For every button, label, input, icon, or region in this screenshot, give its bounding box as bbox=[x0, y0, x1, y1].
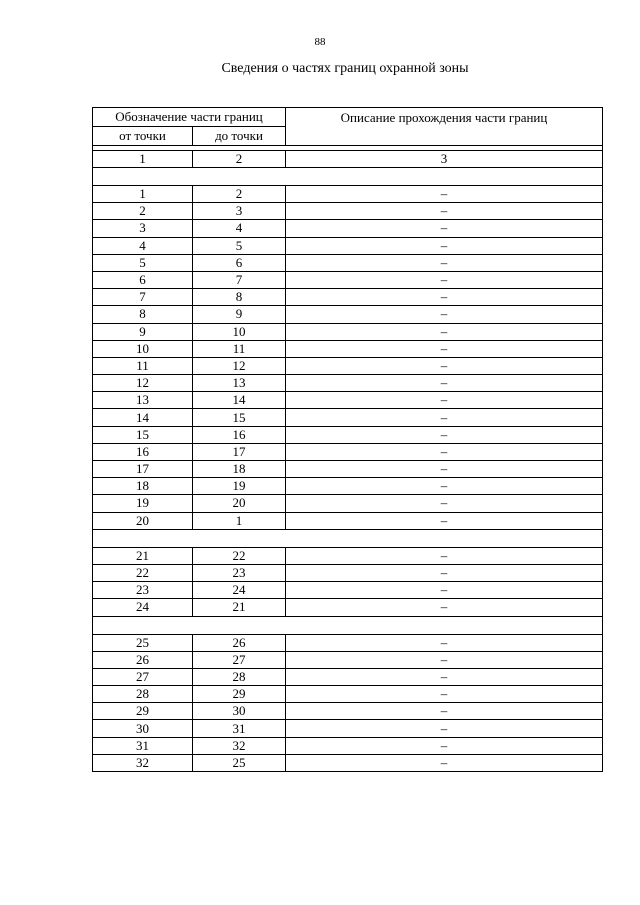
cell-description: – bbox=[286, 737, 603, 754]
cell-description: – bbox=[286, 392, 603, 409]
cell-description: – bbox=[286, 495, 603, 512]
table-row bbox=[93, 720, 603, 737]
cell-to: 15 bbox=[193, 409, 286, 426]
cell-from: 11 bbox=[93, 357, 193, 374]
cell-from: 9 bbox=[93, 323, 193, 340]
cell-description: – bbox=[286, 686, 603, 703]
header-from: от точки bbox=[93, 127, 193, 146]
cell-from: 15 bbox=[93, 426, 193, 443]
cell-from: 28 bbox=[93, 686, 193, 703]
cell-to: 9 bbox=[193, 306, 286, 323]
cell-to: 30 bbox=[193, 703, 286, 720]
table-row bbox=[93, 564, 603, 581]
cell-to: 24 bbox=[193, 582, 286, 599]
page-title: Сведения о частях границ охранной зоны bbox=[221, 61, 469, 76]
cell-description: – bbox=[286, 547, 603, 564]
cell-description: – bbox=[286, 512, 603, 529]
header-description: Описание прохождения части границ bbox=[286, 108, 603, 146]
table-row bbox=[93, 599, 603, 616]
column-number-row bbox=[93, 151, 603, 168]
cell-description: – bbox=[286, 668, 603, 685]
table-row bbox=[93, 271, 603, 288]
table-row bbox=[93, 254, 603, 271]
cell-to: 7 bbox=[193, 271, 286, 288]
cell-from: 14 bbox=[93, 409, 193, 426]
cell-description: – bbox=[286, 289, 603, 306]
table-row bbox=[93, 547, 603, 564]
cell-from: 17 bbox=[93, 461, 193, 478]
table-row bbox=[93, 512, 603, 529]
cell-description: – bbox=[286, 220, 603, 237]
cell-to: 32 bbox=[193, 737, 286, 754]
cell-to: 6 bbox=[193, 254, 286, 271]
cell-from: 19 bbox=[93, 495, 193, 512]
cell-from: 32 bbox=[93, 754, 193, 771]
cell-to: 20 bbox=[193, 495, 286, 512]
cell-to: 28 bbox=[193, 668, 286, 685]
header-group: Обозначение части границ bbox=[93, 108, 286, 127]
cell-to: 25 bbox=[193, 754, 286, 771]
column-number-2: 2 bbox=[193, 151, 286, 168]
cell-to: 17 bbox=[193, 443, 286, 460]
header-to: до точки bbox=[193, 127, 286, 146]
table-row bbox=[93, 340, 603, 357]
cell-description: – bbox=[286, 720, 603, 737]
cell-to: 5 bbox=[193, 237, 286, 254]
cell-description: – bbox=[286, 703, 603, 720]
table-row bbox=[93, 668, 603, 685]
cell-from: 10 bbox=[93, 340, 193, 357]
table-row bbox=[93, 634, 603, 651]
table-row bbox=[93, 443, 603, 460]
cell-from: 1 bbox=[93, 186, 193, 203]
cell-to: 29 bbox=[193, 686, 286, 703]
table-row bbox=[93, 237, 603, 254]
cell-to: 26 bbox=[193, 634, 286, 651]
cell-to: 14 bbox=[193, 392, 286, 409]
cell-from: 23 bbox=[93, 582, 193, 599]
cell-to: 2 bbox=[193, 186, 286, 203]
cell-from: 12 bbox=[93, 375, 193, 392]
cell-from: 21 bbox=[93, 547, 193, 564]
cell-description: – bbox=[286, 582, 603, 599]
cell-from: 20 bbox=[93, 512, 193, 529]
cell-from: 7 bbox=[93, 289, 193, 306]
header-row bbox=[93, 108, 603, 127]
table-row bbox=[93, 754, 603, 771]
cell-to: 18 bbox=[193, 461, 286, 478]
cell-to: 3 bbox=[193, 203, 286, 220]
table-row bbox=[93, 582, 603, 599]
table-row bbox=[93, 478, 603, 495]
table-row bbox=[93, 289, 603, 306]
table-row bbox=[93, 375, 603, 392]
cell-to: 19 bbox=[193, 478, 286, 495]
table-row bbox=[93, 426, 603, 443]
table-row bbox=[93, 203, 603, 220]
cell-description: – bbox=[286, 254, 603, 271]
cell-to: 12 bbox=[193, 357, 286, 374]
cell-description: – bbox=[286, 599, 603, 616]
column-number-3: 3 bbox=[286, 151, 603, 168]
cell-to: 11 bbox=[193, 340, 286, 357]
cell-description: – bbox=[286, 478, 603, 495]
cell-to: 21 bbox=[193, 599, 286, 616]
cell-to: 4 bbox=[193, 220, 286, 237]
section-separator-row bbox=[93, 529, 603, 547]
table-body bbox=[93, 108, 603, 772]
cell-from: 6 bbox=[93, 271, 193, 288]
table-row bbox=[93, 392, 603, 409]
cell-from: 2 bbox=[93, 203, 193, 220]
cell-to: 1 bbox=[193, 512, 286, 529]
cell-to: 10 bbox=[193, 323, 286, 340]
table-row bbox=[93, 703, 603, 720]
cell-from: 26 bbox=[93, 651, 193, 668]
cell-from: 4 bbox=[93, 237, 193, 254]
cell-to: 8 bbox=[193, 289, 286, 306]
cell-description: – bbox=[286, 357, 603, 374]
cell-description: – bbox=[286, 564, 603, 581]
cell-description: – bbox=[286, 203, 603, 220]
cell-from: 30 bbox=[93, 720, 193, 737]
cell-from: 16 bbox=[93, 443, 193, 460]
cell-from: 27 bbox=[93, 668, 193, 685]
table-row bbox=[93, 409, 603, 426]
cell-from: 3 bbox=[93, 220, 193, 237]
table-row bbox=[93, 461, 603, 478]
cell-description: – bbox=[286, 461, 603, 478]
cell-from: 8 bbox=[93, 306, 193, 323]
cell-description: – bbox=[286, 237, 603, 254]
cell-description: – bbox=[286, 409, 603, 426]
cell-description: – bbox=[286, 306, 603, 323]
boundary-table bbox=[92, 107, 603, 772]
table-row bbox=[93, 357, 603, 374]
cell-from: 24 bbox=[93, 599, 193, 616]
cell-from: 22 bbox=[93, 564, 193, 581]
cell-to: 31 bbox=[193, 720, 286, 737]
cell-to: 16 bbox=[193, 426, 286, 443]
table-row bbox=[93, 306, 603, 323]
section-separator-row bbox=[93, 168, 603, 186]
page-number: 88 bbox=[314, 36, 326, 48]
cell-description: – bbox=[286, 754, 603, 771]
cell-from: 18 bbox=[93, 478, 193, 495]
table-row bbox=[93, 186, 603, 203]
cell-to: 23 bbox=[193, 564, 286, 581]
cell-from: 29 bbox=[93, 703, 193, 720]
cell-description: – bbox=[286, 426, 603, 443]
cell-from: 31 bbox=[93, 737, 193, 754]
cell-description: – bbox=[286, 651, 603, 668]
cell-to: 22 bbox=[193, 547, 286, 564]
cell-description: – bbox=[286, 323, 603, 340]
table-row bbox=[93, 737, 603, 754]
table-row bbox=[93, 651, 603, 668]
cell-to: 27 bbox=[193, 651, 286, 668]
cell-description: – bbox=[286, 186, 603, 203]
column-number-1: 1 bbox=[93, 151, 193, 168]
cell-from: 5 bbox=[93, 254, 193, 271]
table-row bbox=[93, 495, 603, 512]
section-separator-row bbox=[93, 616, 603, 634]
table-row bbox=[93, 323, 603, 340]
table-row bbox=[93, 686, 603, 703]
cell-to: 13 bbox=[193, 375, 286, 392]
cell-description: – bbox=[286, 634, 603, 651]
cell-description: – bbox=[286, 271, 603, 288]
cell-from: 13 bbox=[93, 392, 193, 409]
cell-description: – bbox=[286, 340, 603, 357]
table-row bbox=[93, 220, 603, 237]
cell-from: 25 bbox=[93, 634, 193, 651]
cell-description: – bbox=[286, 375, 603, 392]
cell-description: – bbox=[286, 443, 603, 460]
